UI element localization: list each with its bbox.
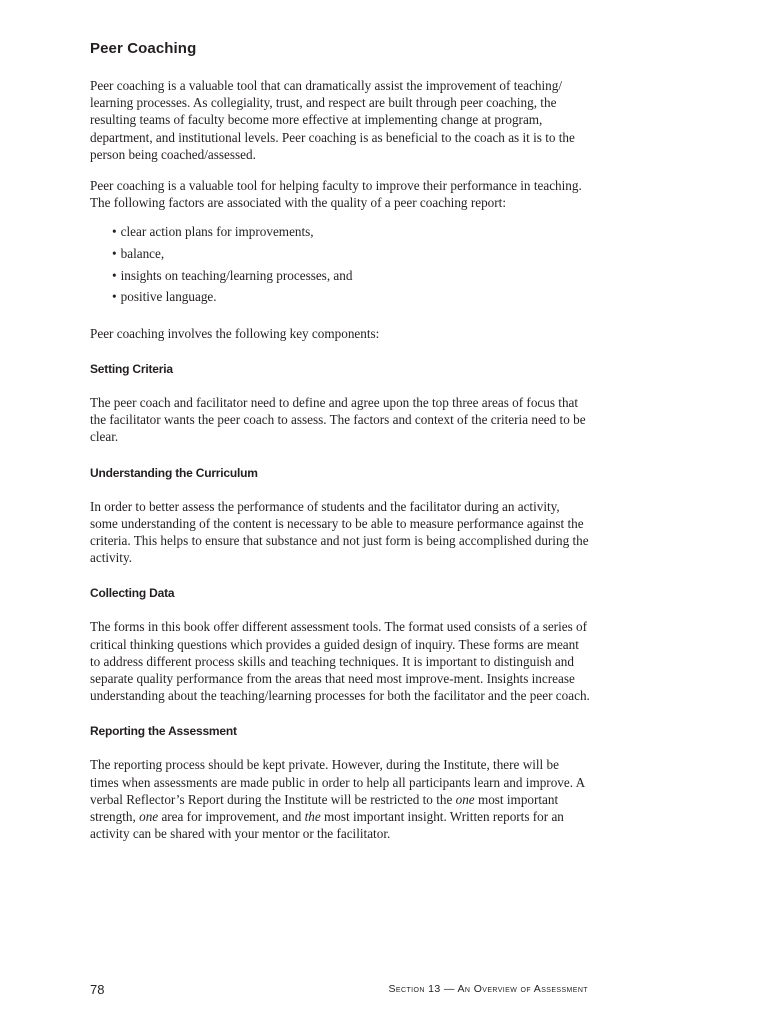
emphasis-one: one [455,791,475,807]
components-intro: Peer coaching involves the following key components: [90,325,380,341]
bullet-icon: • [112,224,117,240]
emphasis-the: the [304,809,321,825]
quality-factors-list [90,221,590,307]
section-body-understanding-curriculum: In order to better assess the performance of students and the facilitator during an activity, some understanding of the content is necessary to be able to measure performance against the criteria. This helps to ensure that substance and not just form is being accomplished during the activity. [90,498,589,566]
section-body-reporting-assessment: The reporting process should be kept private. However, during the Institute, there will be times when assessments are made public in order to help all participants learn and improve. A verbal Reflector’s Report during the Institute will be restricted to the one most important strength, one area for improvement, and the most important insight. Written reports for an activity can be shared with your mentor or the facilitator. [90,757,585,842]
intro-paragraph-2: Peer coaching is a valuable tool for helping faculty to improve their performance in teaching. The following factors are associated with the quality of a peer coaching report: [90,178,582,211]
section-heading-setting-criteria: Setting Criteria [90,362,173,376]
intro-paragraph-1: Peer coaching is a valuable tool that can dramatically assist the improvement of teaching/ learning processes. As collegiality, trust, and respect are built through peer coaching, the resulting teams of faculty become more effective at implementing change at program, department, and institutional levels. Peer coaching is as beneficial to the coach as it is to the person being coached/assessed. [90,78,575,162]
section-body-collecting-data: The forms in this book offer different assessment tools. The format used consists of a series of critical thinking questions which provides a guided design of inquiry. These forms are meant to address different process skills and teaching techniques. It is important to distinguish and separate quality performance from the areas that need most improve-ment. Insights increase understanding about the teaching/learning processes for both the facilitator and the peer coach. [90,619,590,704]
emphasis-one: one [139,809,159,825]
section-heading-reporting-assessment: Reporting the Assessment [90,724,237,739]
bullet-icon: • [112,246,117,262]
document-page [90,40,590,856]
running-footer-section: Section 13 — An Overview of Assessment [388,983,588,995]
bullet-icon: • [112,267,117,283]
list-item: • clear action plans for improvements, [112,224,314,240]
list-item: • positive language. [112,289,217,305]
bullet-icon: • [112,289,117,305]
list-item: • balance, [112,246,165,262]
page-title: Peer Coaching [90,40,197,57]
section-heading-collecting-data: Collecting Data [90,586,175,601]
section-body-setting-criteria: The peer coach and facilitator need to define and agree upon the top three areas of focus that the facilitator wants the peer coach to assess. The factors and context of the criteria need to be clear. [90,395,586,445]
section-heading-understanding-curriculum: Understanding the Curriculum [90,465,258,480]
page-number: 78 [90,982,105,997]
list-item: • insights on teaching/learning processes, and [112,267,353,283]
